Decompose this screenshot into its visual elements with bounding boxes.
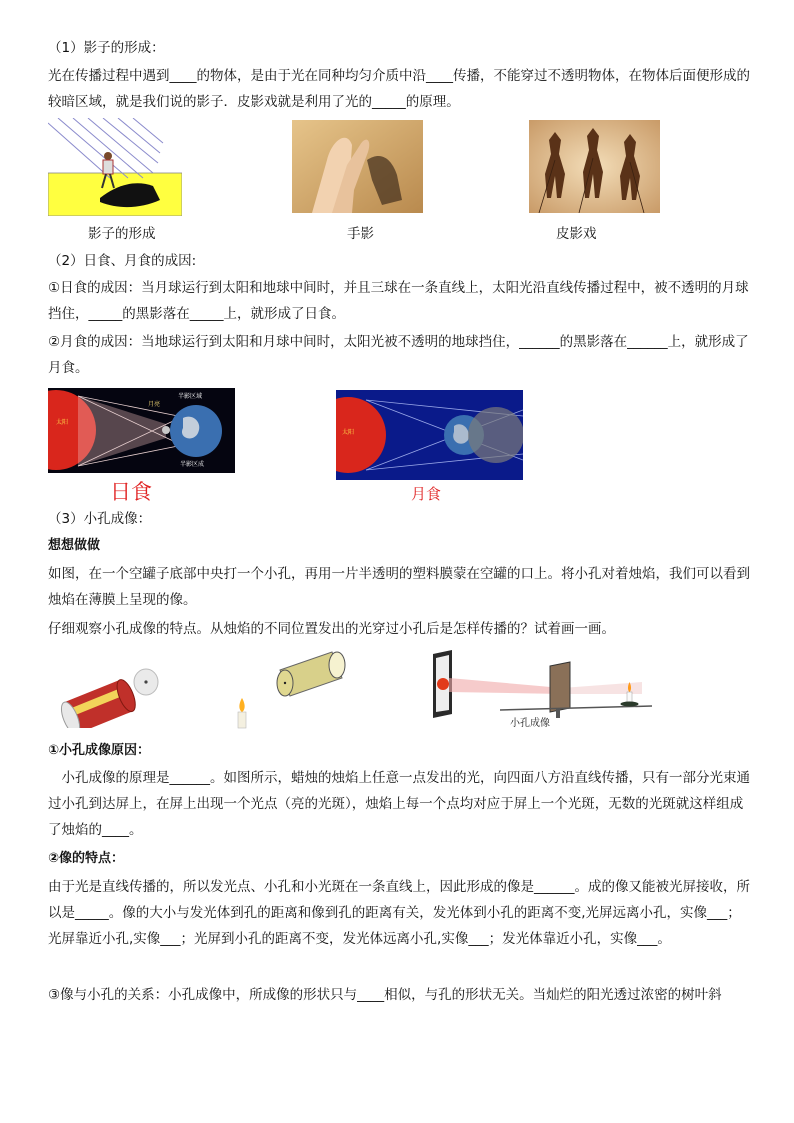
caption-shadow-play: 皮影戏: [556, 226, 597, 242]
label-sun: 太阳: [56, 419, 69, 426]
image-hole-relation-text: ③像与小孔的关系：小孔成像中，所成像的形状只与____相似，与孔的形状无关。当灿烂的阳光透过浓密的树叶斜: [48, 987, 722, 1003]
image-features-text: 由于光是直线传播的，所以发光点、小孔和小光斑在一条直线上，因此形成的像是______。成的像又能被光屏接收，所以是_____。像的大小与发光体到孔的距离和像到孔的距离有关，发光体到小孔的距离不变,光屏远离小孔，实像___；光屏靠近小孔,实像___；光屏到小孔的距离不变，发光体远离小孔,实像___；发光体靠近小孔，实像___。: [48, 879, 750, 947]
pinhole-figure-caption: 小孔成像: [510, 718, 550, 729]
hand-shadow-figure: [292, 120, 423, 213]
caption-shadow-formation: 影子的形成: [88, 226, 156, 242]
solar-eclipse-caption: 日食: [110, 480, 152, 504]
shadow-formation-figure: [48, 118, 182, 216]
image-features-heading: ②像的特点：: [48, 851, 125, 866]
label-sun-2: 太阳: [342, 429, 355, 436]
label-penumbra: 半影区域: [178, 393, 203, 400]
section3-subheading: 想想做做: [48, 538, 101, 553]
label-moon: 月亮: [148, 401, 161, 408]
section3-p2: 仔细观察小孔成像的特点。从烛焰的不同位置发出的光穿过小孔后是怎样传播的？试着画一画。: [48, 621, 615, 637]
caption-hand-shadow: 手影: [347, 226, 374, 242]
pinhole-imaging-figure: [430, 648, 652, 738]
lunar-eclipse-diagram: [336, 390, 523, 480]
label-penumbra2: 半影区成: [180, 461, 205, 468]
can-figure: [58, 664, 162, 728]
pinhole-reason-text: 小孔成像的原理是______。如图所示，蜡烛的烛焰上任意一点发出的光，向四面八方沿直线传播，只有一部分光束通过小孔到达屏上，在屏上出现一个光点（亮的光斑），烛焰上每一个点均对应于屏上一个光斑，无数的光斑就这样组成了烛焰的____。: [48, 770, 750, 838]
section3-heading: （3）小孔成像：: [48, 511, 152, 527]
section3-p1: 如图，在一个空罐子底部中央打一个小孔，再用一片半透明的塑料膜蒙在空罐的口上。将小孔对着烛焰，我们可以看到烛焰在薄膜上呈现的像。: [48, 566, 750, 608]
shadow-play-figure: [529, 120, 660, 213]
solar-eclipse-text: ①日食的成因：当月球运行到太阳和地球中间时，并且三球在一条直线上，太阳光沿直线传播过程中，被不透明的月球挡住，_____的黑影落在_____上，就形成了日食。: [48, 280, 749, 322]
lunar-eclipse-text: ②月食的成因：当地球运行到太阳和月球中间时，太阳光被不透明的地球挡住，______的黑影落在______上，就形成了月食。: [48, 334, 749, 376]
section1-heading: （1）影子的形成：: [48, 40, 165, 56]
candle-cylinder-figure: [232, 650, 374, 732]
section2-heading: （2）日食、月食的成因:: [48, 253, 197, 269]
pinhole-reason-heading: ①小孔成像原因：: [48, 743, 151, 758]
lunar-eclipse-caption: 月食: [411, 485, 442, 503]
solar-eclipse-diagram: [48, 388, 235, 473]
section1-paragraph: 光在传播过程中遇到____的物体，是由于光在同种均匀介质中沿____传播，不能穿过不透明物体，在物体后面便形成的较暗区域，就是我们说的影子．皮影戏就是利用了光的_____的原理。: [48, 68, 750, 110]
